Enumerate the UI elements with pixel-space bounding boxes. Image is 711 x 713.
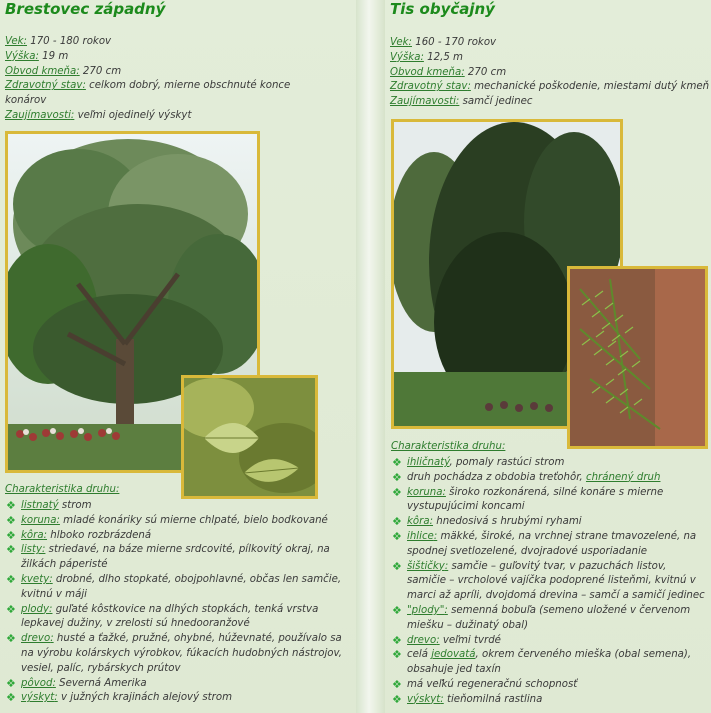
list-item: ❖ listnatý strom [6,499,92,512]
four-leaf-bullet-icon: ❖ [392,485,402,499]
four-leaf-bullet-icon: ❖ [392,633,402,647]
list-item: ❖ kôra : hlboko rozbrázdená [5,529,345,544]
fact-height: Výška : 19 m [5,50,305,65]
four-leaf-bullet-icon: ❖ [392,677,402,691]
four-leaf-bullet-icon: ❖ [6,543,16,557]
fact-age: Vek : 160 - 170 rokov [390,36,706,51]
list-item: ❖ druh pochádza z obdobia treťohôr, chránený druh [392,470,661,484]
list-item: ❖ drevo : veľmi tvrdé [391,634,706,649]
four-leaf-bullet-icon: ❖ [6,691,16,705]
four-leaf-bullet-icon: ❖ [392,559,402,573]
characteristics-list-right [391,456,706,708]
fact-health: Zdravotný stav : celkom dobrý, mierne obschnuté konce konárov [5,79,305,109]
list-item: ❖ kvety : drobné, dlho stopkaté, obojpohlavné, občas len samčie, kvitnú v máji [5,573,345,603]
fact-age: Vek : 170 - 180 rokov [5,35,305,50]
four-leaf-bullet-icon: ❖ [6,602,16,616]
list-item: ❖ pôvod : Severná Amerika [5,677,345,692]
characteristics-list-left [5,499,345,706]
fact-interest: Zaujímavosti : veľmi ojedinelý výskyt [5,109,305,124]
fact-girth: Obvod kmeňa : 270 cm [390,66,706,81]
list-item: ❖ koruna : mladé konáriky sú mierne chlpaté, bielo bodkované [5,514,345,529]
fact-girth: Obvod kmeňa : 270 cm [5,65,305,80]
leaf-photo-left [181,375,318,499]
four-leaf-bullet-icon: ❖ [6,632,16,646]
species-title-right: Tis obyčajný [390,0,495,18]
fact-height: Výška : 12,5 m [390,51,706,66]
list-item: ❖ "plody" : semenná bobuľa (semeno uložené v červenom miešku – dužinatý obal) [391,604,706,634]
list-item: ❖ plody : guľaté kôstkovice na dlhých stopkách, tenká vrstva lepkavej dužiny, v zrelosti sú hnedooranžové [5,603,345,633]
list-item: ❖ celá jedovatá, okrem červeného mieška (obal semena), obsahuje jed taxín [392,648,692,676]
four-leaf-bullet-icon: ❖ [392,603,402,617]
list-item: ❖ výskyt : tieňomilná rastlina [391,693,706,708]
list-item: ❖ šištičky : samčie – guľovitý tvar, v pazuchách listov, samičie – vrcholové vajíčka podoprené listeňmi, kvitnú v marci až apríli, dvojdomá drevina – samčí a samičí jedinec [391,560,706,604]
four-leaf-bullet-icon: ❖ [392,456,402,469]
list-item: ❖ výskyt : v južných krajinách alejový strom [5,691,345,706]
fact-interest: Zaujímavosti : samčí jedinec [390,95,706,110]
four-leaf-bullet-icon: ❖ [6,499,16,512]
four-leaf-bullet-icon: ❖ [392,515,402,529]
characteristics-heading-right: Charakteristika druhu: [391,441,506,452]
characteristics-heading-left: Charakteristika druhu: [5,484,120,495]
four-leaf-bullet-icon: ❖ [6,528,16,542]
four-leaf-bullet-icon: ❖ [6,676,16,690]
list-item: ❖ koruna : široko rozkonárená, silné konáre s mierne vystupujúcimi koncami [391,486,706,516]
four-leaf-bullet-icon: ❖ [392,529,402,543]
list-item: ❖ drevo : husté a ťažké, pružné, ohybné, húževnaté, používalo sa na výrobu kolárskych výrobkov, fúkacích hudobných nástrojov, vesiel, palíc, rybárskych prútov [5,632,345,676]
foliage-photo-right [567,266,708,449]
four-leaf-bullet-icon: ❖ [392,648,402,662]
four-leaf-bullet-icon: ❖ [6,513,16,527]
facts-left [5,35,305,124]
list-item: ❖ listy : striedavé, na báze mierne srdcovité, pílkovitý okraj, na žilkách páperisté [5,543,345,573]
facts-right [390,36,710,110]
four-leaf-bullet-icon: ❖ [6,572,16,586]
yew-foliage-illustration [570,269,705,446]
list-item: ❖ ihličnatý, pomaly rastúci strom [392,456,565,469]
right-page [385,0,711,713]
fact-health: Zdravotný stav : mechanické poškodenie, miestami dutý kmeň [390,80,706,95]
leaf-illustration [184,378,315,496]
list-item: ❖ ihlice : mäkké, široké, na vrchnej strane tmavozelené, na spodnej svetlozelené, dvojradové usporiadanie [391,530,706,560]
species-title-left: Brestovec západný [5,0,166,18]
four-leaf-bullet-icon: ❖ [392,470,402,484]
list-item: ❖ má veľkú regeneračnú schopnosť [392,677,578,691]
four-leaf-bullet-icon: ❖ [392,692,402,706]
list-item: ❖ kôra : hnedosivá s hrubými ryhami [391,515,706,530]
book-spine [356,0,385,713]
